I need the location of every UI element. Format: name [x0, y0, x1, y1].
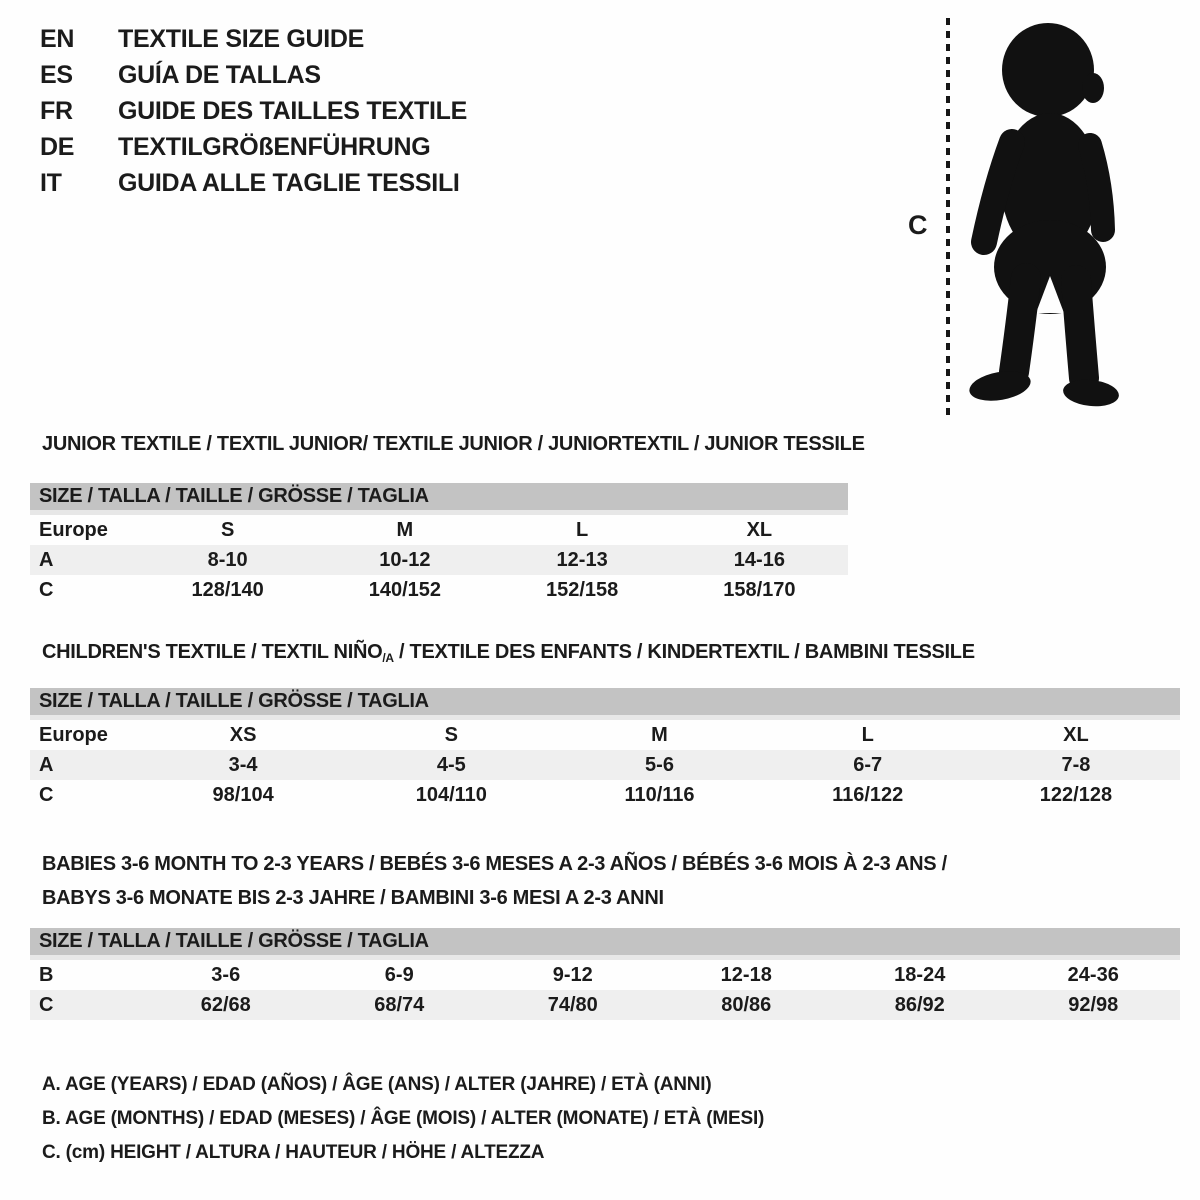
table-cell: 68/74 [374, 994, 425, 1016]
table-cell: 12-13 [556, 549, 608, 571]
table-row [30, 990, 1180, 1020]
table-cell: 74/80 [547, 994, 598, 1016]
junior-size-table [30, 483, 848, 605]
table-cell: M [396, 519, 414, 541]
legend-item-b: B. AGE (MONTHS) / EDAD (MESES) / ÂGE (MOIS) / ALTER (MONATE) / ETÀ (MESI) [42, 1108, 765, 1129]
table-cell: 140/152 [368, 579, 442, 601]
size-header-bar: SIZE / TALLA / TAILLE / GRÖSSE / TAGLIA [30, 928, 1180, 960]
lang-row-es [40, 57, 467, 93]
table-cell: XL [1063, 724, 1089, 746]
row-label: A [39, 754, 54, 776]
table-cell: 6-9 [384, 964, 414, 986]
row-label: Europe [39, 519, 108, 541]
height-measure-label: C [908, 210, 928, 240]
legend-item-a: A. AGE (YEARS) / EDAD (AÑOS) / ÂGE (ANS) / ALTER (JAHRE) / ETÀ (ANNI) [42, 1074, 712, 1095]
table-row [30, 515, 848, 545]
lang-code: EN [40, 25, 75, 53]
legend-item-c: C. (cm) HEIGHT / ALTURA / HAUTEUR / HÖHE / ALTEZZA [42, 1142, 545, 1163]
row-label: B [39, 964, 54, 986]
table-cell: XS [229, 724, 257, 746]
table-cell: 24-36 [1067, 964, 1119, 986]
table-cell: 86/92 [894, 994, 945, 1016]
lang-title: TEXTILE SIZE GUIDE [118, 25, 365, 53]
table-cell: XL [746, 519, 773, 541]
table-cell: 8-10 [207, 549, 248, 571]
children-section-title [42, 641, 975, 665]
table-cell: 14-16 [733, 549, 785, 571]
measure-legend [42, 1068, 764, 1170]
lang-code: IT [40, 169, 62, 197]
table-cell: 4-5 [436, 754, 466, 776]
table-cell: 10-12 [379, 549, 431, 571]
table-cell: 3-4 [228, 754, 258, 776]
lang-row-en [40, 21, 467, 57]
table-cell: 80/86 [721, 994, 772, 1016]
table-cell: L [861, 724, 874, 746]
table-cell: 98/104 [212, 784, 274, 806]
table-cell: 152/158 [545, 579, 619, 601]
table-cell: 3-6 [211, 964, 241, 986]
junior-section-title: JUNIOR TEXTILE / TEXTIL JUNIOR/ TEXTILE JUNIOR / JUNIORTEXTIL / JUNIOR TESSILE [42, 433, 865, 455]
table-cell: 110/116 [624, 784, 695, 806]
toddler-silhouette-icon [960, 20, 1135, 420]
lang-code: ES [40, 61, 73, 89]
lang-title: GUIDA ALLE TAGLIE TESSILI [118, 169, 460, 197]
lang-code: DE [40, 133, 75, 161]
babies-section-title [42, 847, 947, 915]
language-title-block [40, 21, 467, 201]
lang-row-fr [40, 93, 467, 129]
table-cell: S [220, 519, 235, 541]
row-label: C [39, 784, 54, 806]
row-label: C [39, 579, 54, 601]
row-label: Europe [39, 724, 108, 746]
row-label: A [39, 549, 54, 571]
table-cell: 62/68 [200, 994, 251, 1016]
lang-title: GUÍA DE TALLAS [118, 61, 321, 89]
babies-title-line2: BABYS 3-6 MONATE BIS 2-3 JAHRE / BAMBINI 3-6 MESI A 2-3 ANNI [42, 887, 664, 909]
size-header-bar: SIZE / TALLA / TAILLE / GRÖSSE / TAGLIA [30, 483, 848, 515]
table-cell: S [444, 724, 458, 746]
lang-title: TEXTILGRÖßENFÜHRUNG [118, 133, 431, 161]
row-label: C [39, 994, 54, 1016]
table-cell: 7-8 [1061, 754, 1091, 776]
table-cell: 92/98 [1068, 994, 1119, 1016]
table-cell: 158/170 [723, 579, 796, 601]
table-row [30, 960, 1180, 990]
table-cell: 104/110 [415, 784, 487, 806]
table-row [30, 750, 1180, 780]
children-size-table [30, 688, 1180, 810]
table-row [30, 720, 1180, 750]
table-cell: M [651, 724, 668, 746]
lang-row-de [40, 129, 467, 165]
table-cell: 122/128 [1039, 784, 1113, 806]
lang-code: FR [40, 97, 73, 125]
lang-row-it [40, 165, 467, 201]
table-row [30, 545, 848, 575]
lang-title: GUIDE DES TAILLES TEXTILE [118, 97, 468, 125]
table-cell: 5-6 [645, 754, 674, 776]
table-cell: L [576, 519, 589, 541]
children-title-prefix: CHILDREN'S TEXTILE / TEXTIL NIÑO [42, 641, 383, 663]
size-header-bar: SIZE / TALLA / TAILLE / GRÖSSE / TAGLIA [30, 688, 1180, 720]
babies-title-line1: BABIES 3-6 MONTH TO 2-3 YEARS / BEBÉS 3-6 MESES A 2-3 AÑOS / BÉBÉS 3-6 MOIS À 2-3 ANS / [42, 853, 947, 875]
table-row [30, 575, 848, 605]
children-title-subscript: /A [382, 651, 394, 665]
table-cell: 12-18 [720, 964, 772, 986]
table-cell: 116/122 [832, 784, 904, 806]
table-cell: 9-12 [552, 964, 593, 986]
children-title-suffix: / TEXTILE DES ENFANTS / KINDERTEXTIL / BAMBINI TESSILE [393, 641, 975, 663]
table-row [30, 780, 1180, 810]
table-cell: 18-24 [894, 964, 946, 986]
table-cell: 128/140 [191, 579, 264, 601]
table-cell: 6-7 [853, 754, 883, 776]
height-measure-dashed-line [946, 18, 950, 418]
babies-size-table [30, 928, 1180, 1020]
